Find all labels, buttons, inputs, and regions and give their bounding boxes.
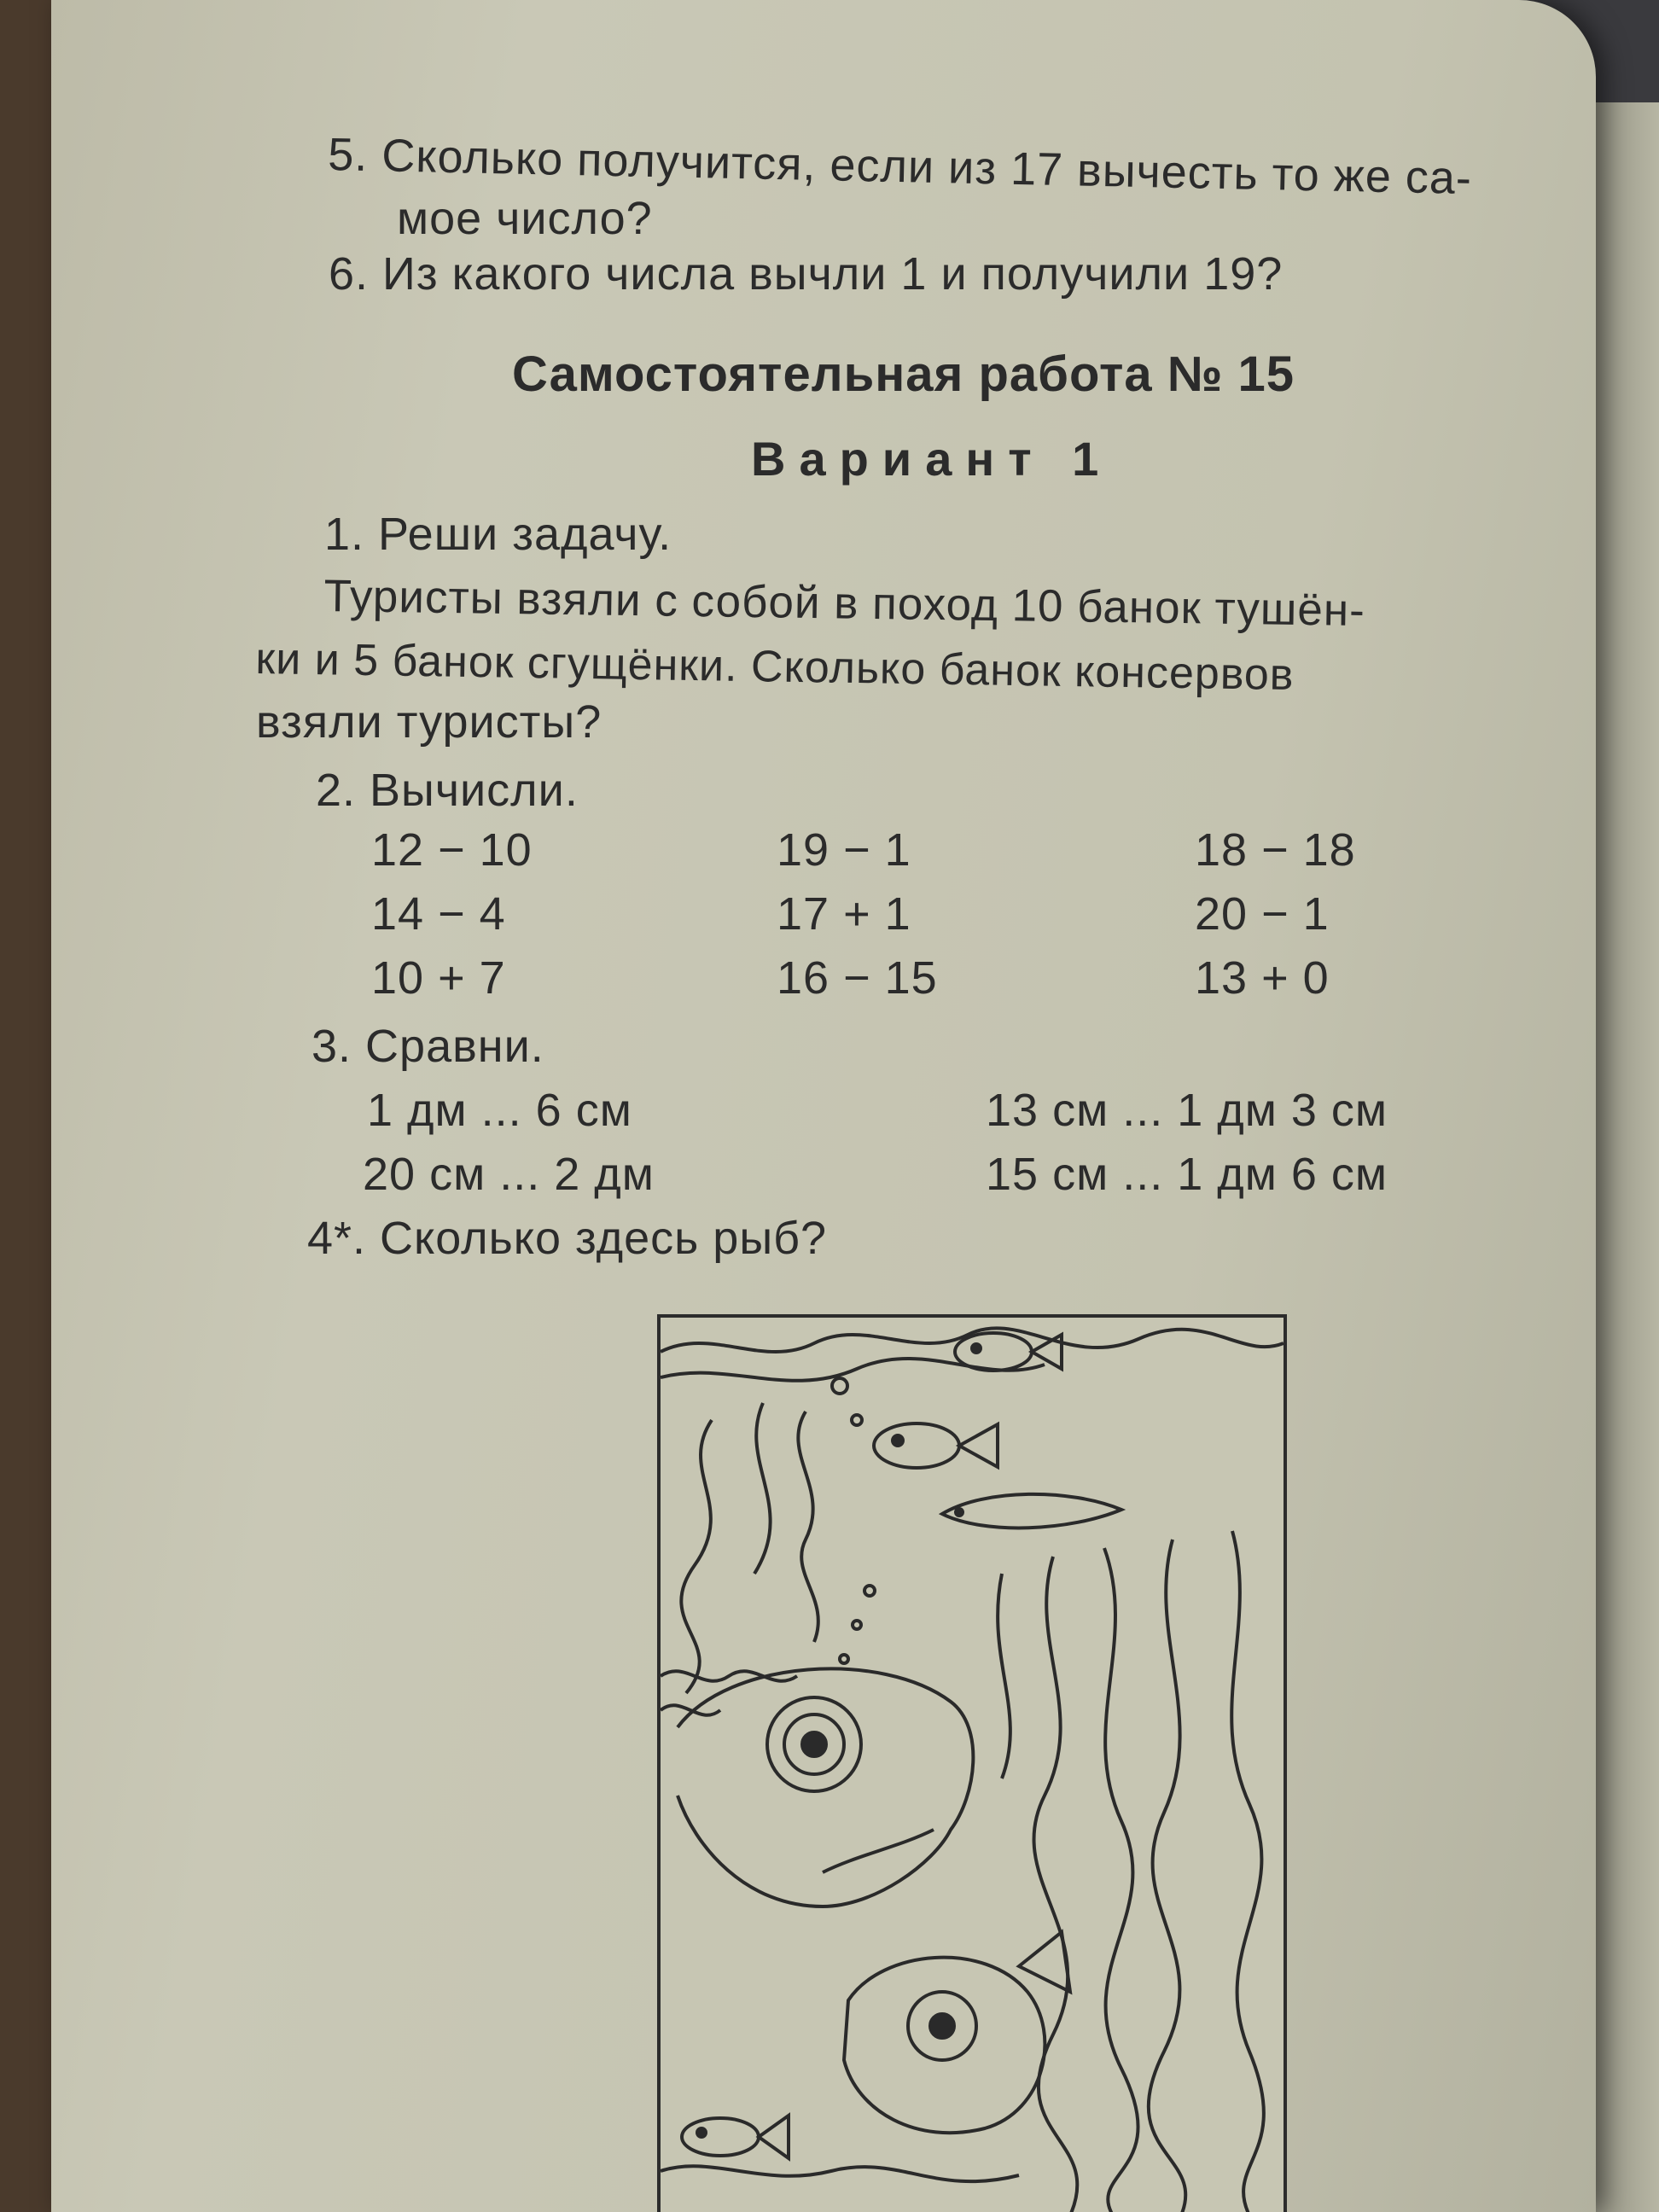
task-6: 6. Из какого числа вычли 1 и получили 19? bbox=[329, 248, 1284, 300]
task-1-text-line-3: взяли туристы? bbox=[256, 696, 602, 748]
fish-round bbox=[844, 1932, 1070, 2133]
book-page bbox=[51, 0, 1596, 2212]
comparison: 20 см ... 2 дм bbox=[363, 1149, 655, 1200]
task-3-heading: 3. Сравни. bbox=[311, 1021, 544, 1072]
expression: 10 + 7 bbox=[371, 952, 506, 1004]
fish-middle bbox=[874, 1423, 998, 1468]
fish-small-bottom-left bbox=[682, 2116, 789, 2158]
expression: 12 − 10 bbox=[371, 824, 533, 876]
expression: 16 − 15 bbox=[777, 952, 938, 1004]
work-title: Самостоятельная работа № 15 bbox=[512, 346, 1295, 402]
task-5-line-1: 5. Сколько получится, если из 17 вычесть то же са- bbox=[327, 128, 1473, 205]
fish-big bbox=[678, 1668, 973, 1906]
fish-illustration bbox=[657, 1314, 1287, 2212]
task-2-heading: 2. Вычисли. bbox=[316, 765, 579, 816]
task-5-line-2: мое число? bbox=[397, 193, 653, 244]
comparison: 13 см ... 1 дм 3 см bbox=[986, 1085, 1388, 1136]
task-1-text-line-1: Туристы взяли с собой в поход 10 банок тушён- bbox=[323, 570, 1366, 637]
task-1-text-line-2: ки и 5 банок сгущёнки. Сколько банок консервов bbox=[255, 633, 1295, 701]
expression: 18 − 18 bbox=[1195, 824, 1356, 876]
comparison: 1 дм ... 6 см bbox=[367, 1085, 632, 1136]
task-4-heading: 4*. Сколько здесь рыб? bbox=[307, 1213, 828, 1264]
variant-title: Вариант 1 bbox=[751, 432, 1113, 486]
fish-long bbox=[942, 1494, 1121, 1528]
expression: 20 − 1 bbox=[1195, 888, 1330, 940]
expression: 13 + 0 bbox=[1195, 952, 1330, 1004]
task-1-heading: 1. Реши задачу. bbox=[324, 509, 672, 560]
comparison: 15 см ... 1 дм 6 см bbox=[986, 1149, 1388, 1200]
expression: 14 − 4 bbox=[371, 888, 506, 940]
expression: 19 − 1 bbox=[777, 824, 911, 876]
expression: 17 + 1 bbox=[777, 888, 911, 940]
